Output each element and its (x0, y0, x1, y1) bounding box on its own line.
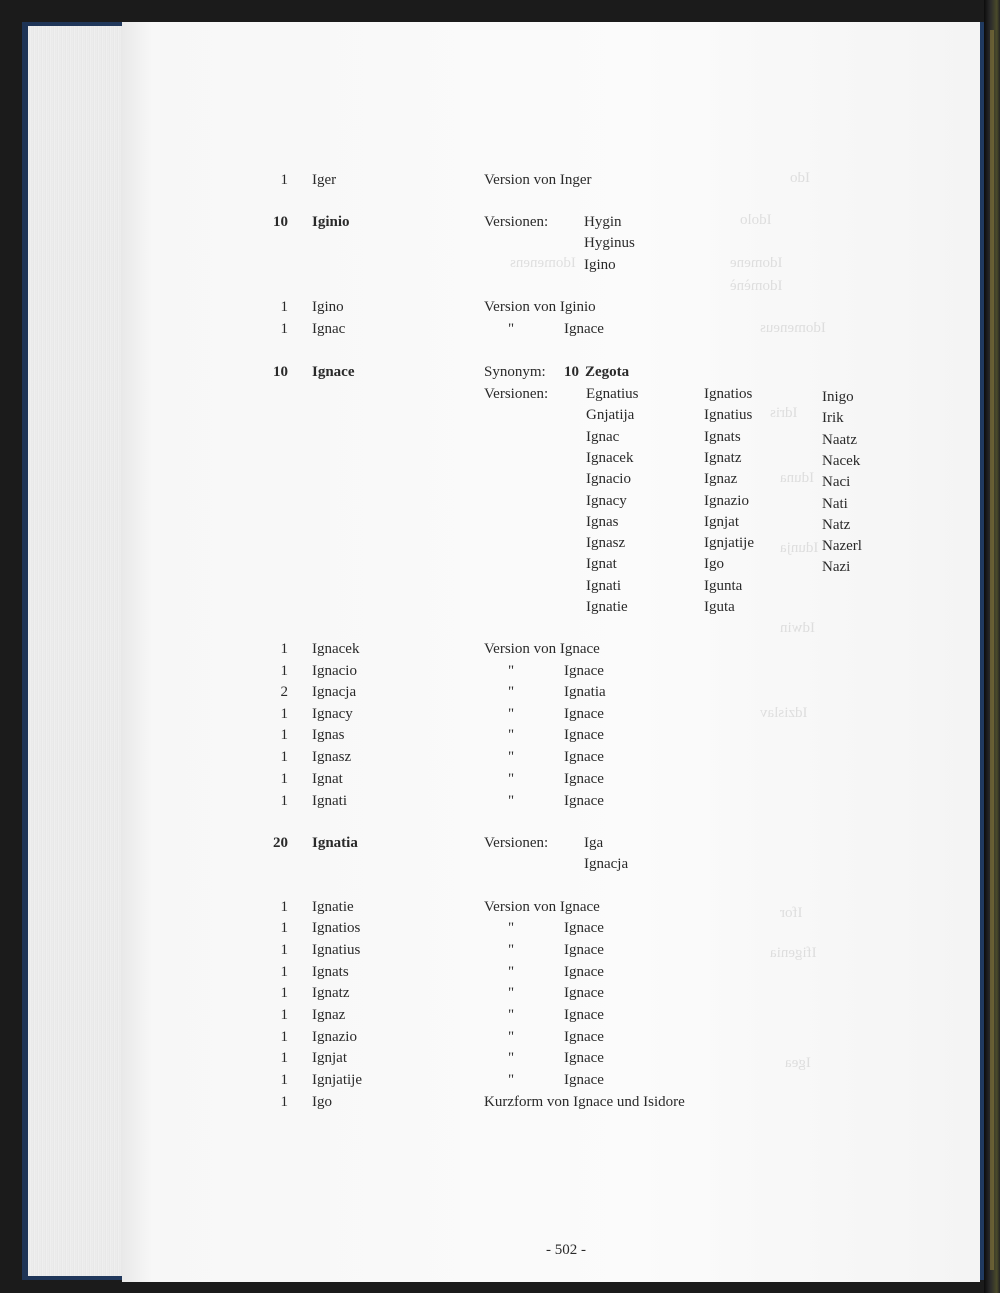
entry-name: Ignat (312, 771, 343, 787)
synonym-label: Synonym: (484, 364, 546, 380)
entry-name: Ignati (312, 793, 347, 809)
variant-name: Ignazio (704, 492, 749, 509)
reference-name: Ignace (564, 1029, 604, 1045)
variant-name: Ignac (586, 428, 620, 445)
entry-count: 1 (280, 985, 288, 1001)
entry-row (0, 1047, 1000, 1069)
entry-description: Version von Inger (484, 172, 592, 188)
entry-row (0, 232, 1000, 254)
entry-row (0, 724, 1000, 746)
variants-label: Versionen: (484, 214, 549, 230)
entry-count: 1 (280, 663, 288, 679)
entry-name: Ignacio (312, 663, 357, 679)
entry-row (0, 1004, 1000, 1026)
entry-count: 1 (280, 1094, 288, 1110)
reference-name: Ignace (564, 985, 604, 1001)
synonym-count: 10 (564, 364, 579, 380)
entry-name: Iger (312, 172, 337, 188)
entry-name: Iginio (312, 214, 350, 230)
entry-name: Igino (312, 299, 344, 315)
variant-name: Hyginus (584, 235, 635, 252)
reference-name: Ignace (564, 793, 604, 809)
variant-name: Irik (822, 410, 844, 427)
show-through: Ido (790, 170, 810, 186)
variant-name: Ignacio (586, 471, 631, 488)
entry-name: Ignacy (312, 706, 353, 722)
entry-row (0, 1026, 1000, 1048)
reference-name: Ignace (564, 706, 604, 722)
entry-row (0, 660, 1000, 682)
variant-name: Ignjatije (704, 535, 754, 552)
reference-name: Ignace (564, 1072, 604, 1088)
variant-name: Ignats (704, 428, 741, 445)
ditto-mark: " (508, 771, 515, 787)
entry-name: Ignaz (312, 1007, 346, 1023)
variant-name: Ignatios (704, 386, 753, 402)
reference-name: Ignace (564, 1007, 604, 1023)
entry-row (0, 832, 1000, 854)
ditto-mark: " (508, 1029, 515, 1045)
show-through: Ifor (780, 905, 803, 921)
entry-count: 1 (280, 1007, 288, 1023)
entry-description: Version von Ignace (484, 899, 600, 915)
entry-row (0, 383, 1000, 405)
ditto-mark: " (508, 920, 515, 936)
show-through: Idolo (740, 212, 772, 228)
entry-row (0, 490, 1000, 512)
entry-row (0, 511, 1000, 533)
entry-count: 1 (280, 1029, 288, 1045)
entry-count: 20 (273, 835, 288, 851)
entry-description: Version von Ignace (484, 641, 600, 657)
entry-name: Ignats (312, 964, 349, 980)
show-through: Idomènè (730, 278, 783, 294)
entry-count: 1 (280, 920, 288, 936)
show-through: Idomeneus (760, 320, 826, 336)
entry-name: Ignace (312, 364, 355, 380)
entry-row (0, 575, 1000, 597)
ditto-mark: " (508, 706, 515, 722)
variant-name: Igino (584, 256, 616, 273)
variant-name: Iga (584, 835, 604, 851)
reference-name: Ignace (564, 749, 604, 765)
entry-description: Version von Iginio (484, 299, 596, 315)
entry-name: Ignjat (312, 1050, 347, 1066)
entry-row (0, 896, 1000, 918)
ditto-mark: " (508, 321, 515, 337)
entry-row (0, 917, 1000, 939)
entry-count: 1 (280, 942, 288, 958)
entry-count: 1 (280, 299, 288, 315)
entry-row (0, 961, 1000, 983)
ditto-mark: " (508, 684, 515, 700)
show-through: Ifigenia (770, 945, 817, 961)
variant-name: Ignati (586, 577, 621, 594)
synonym-name: Zegota (585, 364, 630, 380)
entry-row (0, 447, 1000, 469)
entry-name: Ignatius (312, 942, 361, 958)
entry-name: Ignacja (312, 684, 357, 700)
entry-row (0, 681, 1000, 703)
show-through: Igea (785, 1055, 811, 1071)
variant-name: Nati (822, 495, 848, 512)
reference-name: Ignace (564, 964, 604, 980)
variant-name: Iguta (704, 599, 735, 615)
entry-row (0, 211, 1000, 233)
entry-name: Ignasz (312, 749, 352, 765)
variant-name: Natz (822, 516, 851, 533)
entry-count: 2 (280, 684, 288, 700)
variant-name: Ignasz (586, 535, 626, 552)
entry-count: 1 (280, 1072, 288, 1088)
entry-count: 1 (280, 899, 288, 915)
reference-name: Ignace (564, 663, 604, 679)
entry-name: Igo (312, 1094, 332, 1110)
entry-row (0, 318, 1000, 340)
entry-row (0, 1091, 1000, 1113)
show-through: Idzislav (760, 705, 808, 721)
entry-count: 1 (280, 641, 288, 657)
variant-name: Ignat (586, 556, 617, 573)
entry-row (0, 254, 1000, 276)
show-through: Idomenens (510, 255, 576, 271)
variant-name: Hygin (584, 214, 622, 230)
variants-label: Versionen: (484, 835, 549, 851)
variant-name: Nacek (822, 452, 861, 469)
entry-row (0, 169, 1000, 191)
entry-count: 1 (280, 749, 288, 765)
reference-name: Ignace (564, 771, 604, 787)
entry-row (0, 532, 1000, 554)
reference-name: Ignace (564, 920, 604, 936)
entry-row (0, 853, 1000, 875)
entry-row (0, 296, 1000, 318)
ditto-mark: " (508, 942, 515, 958)
entry-count: 1 (280, 964, 288, 980)
reference-name: Ignace (564, 942, 604, 958)
reference-name: Ignace (564, 321, 604, 337)
entry-count: 1 (280, 727, 288, 743)
entry-description: Kurzform von Ignace und Isidore (484, 1094, 685, 1110)
variant-name: Naci (822, 474, 851, 491)
ditto-mark: " (508, 663, 515, 679)
variant-name: Ignatie (586, 599, 628, 615)
entry-count: 1 (280, 706, 288, 722)
entry-row (0, 768, 1000, 790)
variant-name: Nazerl (822, 538, 862, 555)
entry-name: Ignazio (312, 1029, 357, 1045)
entry-name: Ignatios (312, 920, 361, 936)
variant-name: Ignatius (704, 407, 753, 424)
ditto-mark: " (508, 1050, 515, 1066)
entry-count: 10 (273, 364, 288, 380)
variant-name: Naatz (822, 431, 857, 448)
variant-name: Ignatz (704, 449, 742, 466)
entry-row (0, 982, 1000, 1004)
variant-name: Nazi (822, 559, 851, 576)
ditto-mark: " (508, 727, 515, 743)
entry-name: Ignatz (312, 985, 350, 1001)
page-number: - 502 - (546, 1242, 586, 1258)
variant-name: Ignacja (584, 856, 629, 873)
variants-label: Versionen: (484, 386, 549, 402)
entry-name: Ignjatije (312, 1072, 362, 1088)
entry-name: Ignatia (312, 835, 358, 851)
entry-name: Ignac (312, 321, 346, 337)
ditto-mark: " (508, 1007, 515, 1023)
variant-name: Ignas (586, 513, 619, 530)
entry-count: 1 (280, 771, 288, 787)
variant-name: Egnatius (586, 386, 639, 402)
entry-count: 1 (280, 793, 288, 809)
entry-row (0, 553, 1000, 575)
entry-row (0, 468, 1000, 490)
entry-row (0, 361, 1000, 383)
show-through: Idwin (780, 620, 815, 636)
entry-row (0, 746, 1000, 768)
variant-name: Ignjat (704, 513, 739, 530)
show-through: Idunja (780, 540, 819, 556)
entry-name: Ignatie (312, 899, 354, 915)
entry-name: Ignacek (312, 641, 360, 657)
entry-count: 10 (273, 214, 288, 230)
variant-name: Igunta (704, 577, 743, 594)
variant-name: Gnjatija (586, 407, 635, 424)
entry-count: 1 (280, 1050, 288, 1066)
show-through: Iduna (780, 470, 815, 486)
entry-name: Ignas (312, 727, 345, 743)
ditto-mark: " (508, 793, 515, 809)
entry-count: 1 (280, 172, 288, 188)
entry-row (0, 638, 1000, 660)
entry-row (0, 939, 1000, 961)
show-through: Idris (770, 405, 798, 421)
reference-name: Ignace (564, 1050, 604, 1066)
variant-name: Igo (704, 556, 724, 573)
reference-name: Ignace (564, 727, 604, 743)
entry-row (0, 790, 1000, 812)
entry-row (0, 596, 1000, 618)
reference-name: Ignatia (564, 684, 606, 700)
entry-row (0, 426, 1000, 448)
variant-name: Inigo (822, 389, 854, 405)
entry-row (0, 404, 1000, 426)
variant-name: Ignacy (586, 492, 627, 509)
ditto-mark: " (508, 985, 515, 1001)
entry-row (0, 1069, 1000, 1091)
ditto-mark: " (508, 1072, 515, 1088)
show-through: Idomene (730, 255, 783, 271)
entry-count: 1 (280, 321, 288, 337)
variant-name: Ignacek (586, 449, 634, 466)
variant-name: Ignaz (704, 471, 738, 488)
entry-row (0, 703, 1000, 725)
ditto-mark: " (508, 749, 515, 765)
ditto-mark: " (508, 964, 515, 980)
